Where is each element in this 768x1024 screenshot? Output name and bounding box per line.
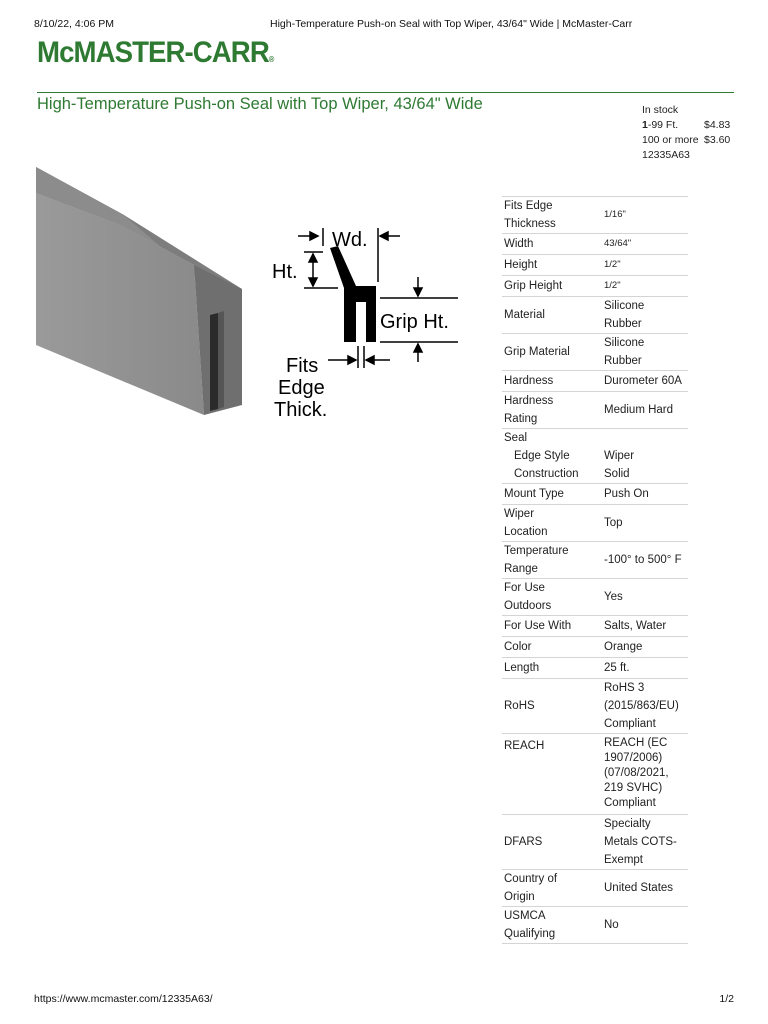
diagram-label-wd: Wd. (332, 229, 368, 251)
spec-key: REACH (502, 734, 596, 815)
spec-value: REACH (EC 1907/2006) (07/08/2021, 219 SVHC) Compliant (596, 734, 688, 815)
spec-row (502, 637, 688, 658)
spec-row (502, 392, 688, 429)
spec-value: RoHS 3 (2015/863/EU) Compliant (596, 679, 688, 734)
spec-value: -100° to 500° F (596, 542, 688, 579)
diagram-label-fits: Fits (286, 355, 319, 377)
price-tier-row (642, 133, 730, 148)
spec-row (502, 297, 688, 334)
spec-row (502, 276, 688, 297)
spec-value: 1/2" (596, 255, 688, 276)
spec-value: Salts, Water (596, 616, 688, 637)
spec-row (502, 616, 688, 637)
price-box (642, 103, 730, 163)
spec-value: Specialty Metals COTS- Exempt (596, 815, 688, 870)
spec-row (502, 542, 688, 579)
part-number: 12335A63 (642, 149, 690, 161)
spec-value: Wiper Solid (596, 429, 688, 484)
spec-value: 1/16" (596, 197, 688, 234)
spec-key: DFARS (502, 815, 596, 870)
spec-table (502, 196, 688, 944)
spec-key: Mount Type (502, 484, 596, 505)
spec-row (502, 658, 688, 679)
diagram-label-thick: Thick. (274, 399, 328, 421)
spec-value: Orange (596, 637, 688, 658)
spec-row (502, 484, 688, 505)
spec-key: Hardness (502, 371, 596, 392)
spec-row (502, 870, 688, 907)
spec-key: Grip Height (502, 276, 596, 297)
spec-value: Medium Hard (596, 392, 688, 429)
registered-mark: ® (268, 55, 275, 64)
spec-key: Wiper Location (502, 505, 596, 542)
print-date: 8/10/22, 4:06 PM (34, 18, 114, 30)
page-url[interactable]: https://www.mcmaster.com/12335A63/ (34, 993, 213, 1005)
spec-value: 43/64" (596, 234, 688, 255)
spec-row (502, 579, 688, 616)
spec-key: For Use Outdoors (502, 579, 596, 616)
spec-key: Country of Origin (502, 870, 596, 907)
print-page-title: High-Temperature Push-on Seal with Top Wiper, 43/64" Wide | McMaster-Carr (270, 18, 633, 30)
spec-key: USMCA Qualifying (502, 907, 596, 944)
spec-row (502, 429, 688, 484)
stock-status: In stock (642, 104, 679, 116)
spec-row (502, 371, 688, 392)
spec-key: Fits Edge Thickness (502, 197, 596, 234)
spec-value: 25 ft. (596, 658, 688, 679)
spec-key: Material (502, 297, 596, 334)
diagram-label-grip-ht: Grip Ht. (380, 311, 449, 333)
spec-value: Top (596, 505, 688, 542)
spec-row (502, 907, 688, 944)
spec-value: Silicone Rubber (596, 297, 688, 334)
spec-key: Length (502, 658, 596, 679)
spec-key: For Use With (502, 616, 596, 637)
spec-key: Hardness Rating (502, 392, 596, 429)
spec-row (502, 255, 688, 276)
spec-key: Temperature Range (502, 542, 596, 579)
product-photo (34, 165, 249, 425)
spec-value: Durometer 60A (596, 371, 688, 392)
spec-key: Seal Edge Style Construction (502, 429, 596, 484)
spec-key: Grip Material (502, 334, 596, 371)
spec-value: Yes (596, 579, 688, 616)
spec-key: Width (502, 234, 596, 255)
spec-value: Silicone Rubber (596, 334, 688, 371)
price-tier-row (642, 118, 730, 133)
logo-text: McMASTER-CARR (37, 36, 269, 69)
spec-key: Height (502, 255, 596, 276)
price-tier-price: $4.83 (704, 119, 731, 131)
spec-row (502, 734, 688, 815)
dimension-diagram (268, 222, 468, 422)
spec-key: RoHS (502, 679, 596, 734)
price-tier-price: $3.60 (704, 134, 731, 146)
diagram-label-edge: Edge (278, 377, 325, 399)
spec-row (502, 234, 688, 255)
price-tier-qty: 100 or more (642, 134, 699, 146)
spec-value: United States (596, 870, 688, 907)
page-number: 1/2 (719, 993, 734, 1005)
spec-value: 1/2" (596, 276, 688, 297)
diagram-label-ht: Ht. (272, 261, 298, 283)
price-tier-qty: 1-99 Ft. (642, 119, 679, 131)
spec-row (502, 334, 688, 371)
product-title: High-Temperature Push-on Seal with Top Wiper, 43/64" Wide (37, 95, 483, 113)
spec-row (502, 505, 688, 542)
spec-value: Push On (596, 484, 688, 505)
spec-key: Color (502, 637, 596, 658)
spec-row (502, 679, 688, 734)
spec-row (502, 197, 688, 234)
spec-value: No (596, 907, 688, 944)
mcmaster-carr-logo[interactable] (37, 36, 274, 70)
header-divider (37, 92, 734, 93)
spec-row (502, 815, 688, 870)
